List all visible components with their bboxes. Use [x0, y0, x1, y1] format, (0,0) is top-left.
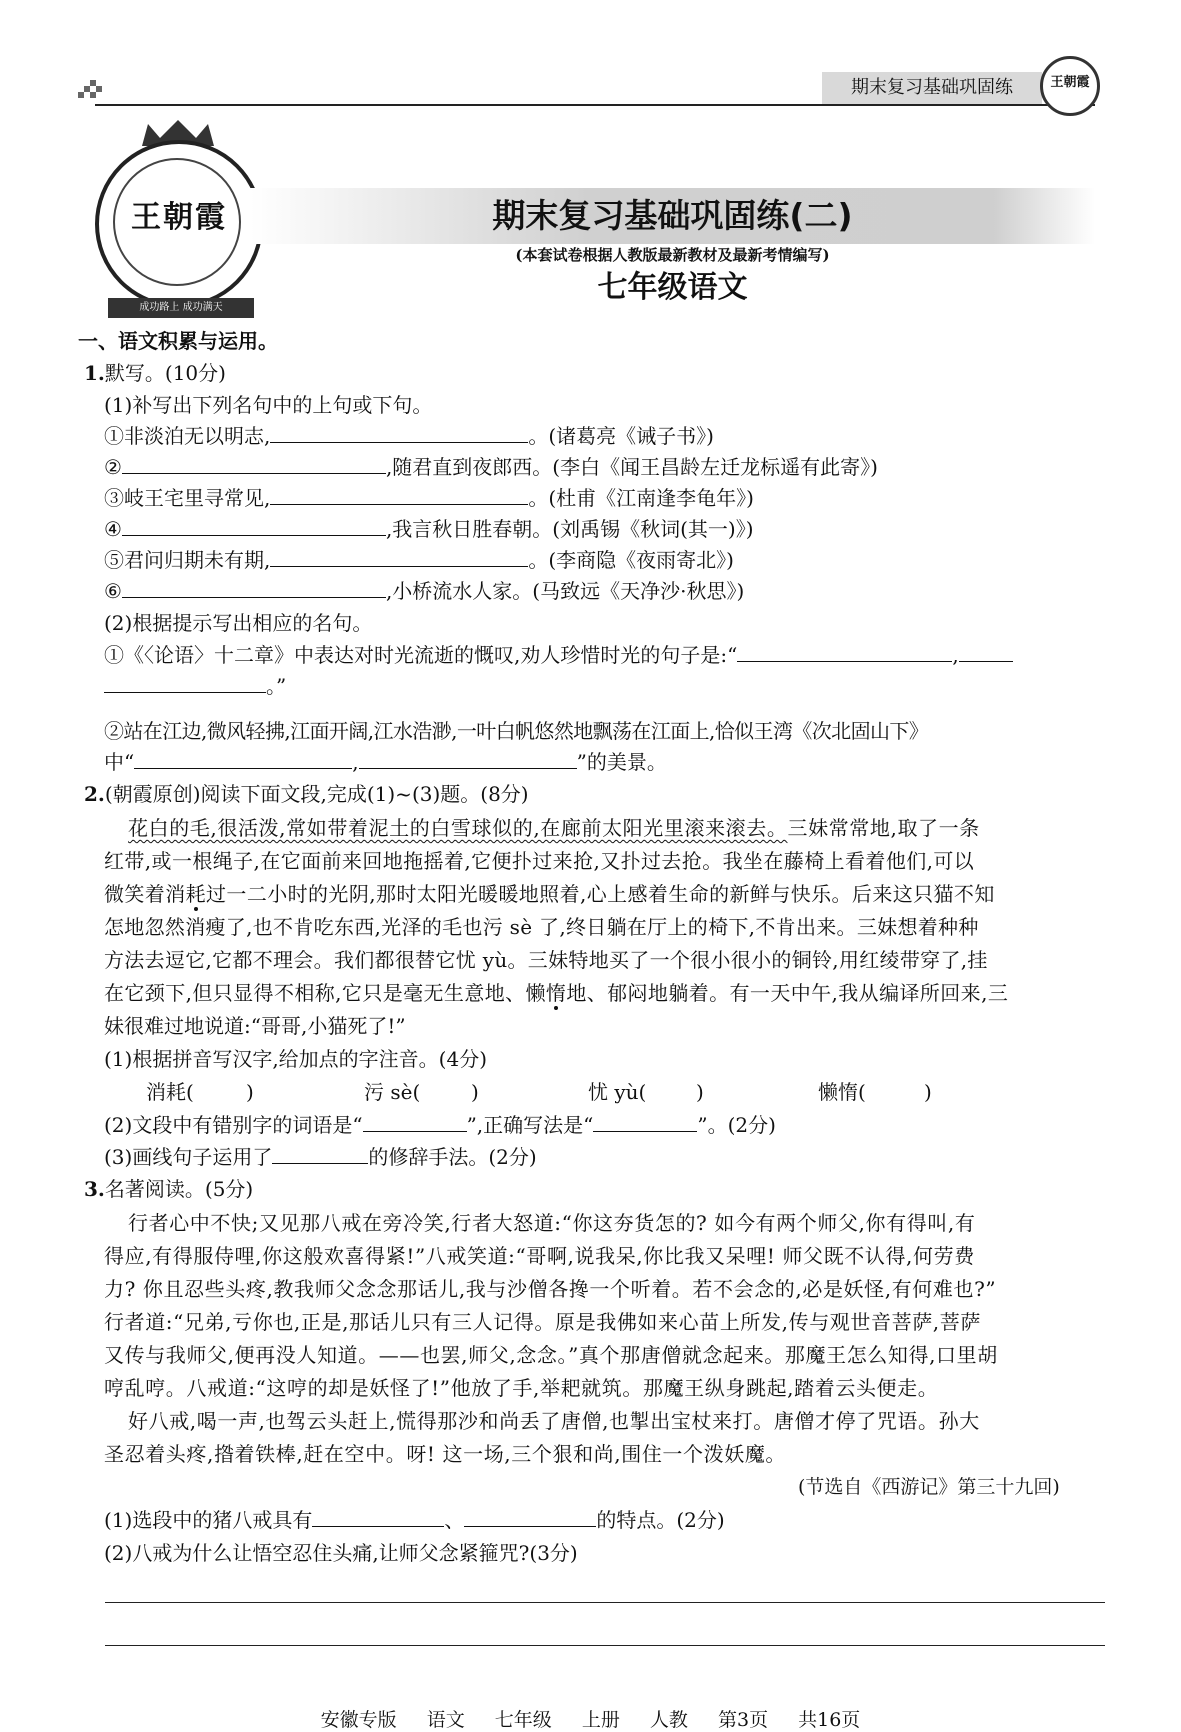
answer-blank[interactable]	[122, 455, 386, 474]
header-rule	[95, 104, 1095, 106]
q3-passage-line-6: 哼乱哼。八戒道:“这哼的却是妖怪了!”他放了手,举耙就筑。那魔王纵身跳起,踏着云头便走。	[104, 1376, 939, 1400]
q2-passage-line-7: 妹很难过地说道:“哥哥,小猫死了!”	[104, 1014, 406, 1038]
q1-item-4: ④ ,我言秋日胜春朝。(刘禹锡《秋词(其一)》)	[104, 517, 754, 541]
answer-blank[interactable]	[312, 1508, 444, 1527]
q3-passage-line-3: 力? 你且忍些头疼,教我师父念念那话儿,我与沙僧各搀一个听着。若不会念的,必是妖怪,有何难也?”	[104, 1277, 997, 1301]
top-tab-label: 期末复习基础巩固练	[822, 72, 1042, 104]
dotted-char: 惰	[545, 981, 567, 1005]
q3-passage-line-4: 行者道:“兄弟,亏你也,正是,那话儿只有三人记得。原是我佛如来心苗上所发,传与观世音菩萨,菩萨	[104, 1310, 981, 1334]
page-subtitle: (本套试卷根据人教版最新教材及最新考情编写)	[515, 246, 830, 264]
q3-title: 3.名著阅读。(5分)	[84, 1177, 254, 1201]
answer-blank[interactable]	[270, 486, 528, 505]
q1-item-5: ⑤君问归期未有期, 。(李商隐《夜雨寄北》)	[104, 548, 734, 572]
answer-blank[interactable]	[359, 750, 577, 769]
q2-passage-line-3: 微笑着消耗过一二小时的光阴,那时太阳光暖暖地照着,心上感着生命的新鲜与快乐。后来这只猫不知	[104, 882, 995, 906]
answer-blank[interactable]	[272, 1145, 368, 1164]
q1-part2-item-2: ②站在江边,微风轻拂,江面开阔,江水浩渺,一叶白帆悠然地飘荡在江面上,恰似王湾《次北固山下》	[104, 719, 929, 743]
answer-blank[interactable]	[959, 643, 1013, 662]
dotted-char: 耗	[185, 882, 207, 906]
q1-part2-item-2-cont: 中“ , ”的美景。	[104, 750, 667, 774]
page-title: 期末复习基础巩固练(二)	[492, 196, 853, 235]
q1-item-2: ② ,随君直到夜郎西。(李白《闻王昌龄左迁龙标遥有此寄》)	[104, 455, 878, 479]
q2-passage-line-2: 红带,或一根绳子,在它面前来回地拖摇着,它便扑过来抢,又扑过去抢。我坐在藤椅上看着他们,可以	[104, 849, 975, 873]
answer-blank[interactable]	[104, 674, 266, 693]
section-heading: 一、语文积累与运用。	[78, 329, 278, 353]
answer-blank[interactable]	[270, 424, 528, 443]
q2-title: 2.(朝霞原创)阅读下面文段,完成(1)~(3)题。(8分)	[84, 782, 529, 806]
q3-passage-line-7: 好八戒,喝一声,也驾云头赶上,慌得那沙和尚丢了唐僧,也掣出宝杖来打。唐僧才停了咒语。孙大	[128, 1409, 980, 1433]
answer-blank[interactable]	[122, 517, 386, 536]
q3-passage-line-8: 圣忍着头疼,揝着铁棒,赶在空中。呀! 这一场,三个狠和尚,围住一个泼妖魔。	[104, 1442, 787, 1466]
q3-passage-line-2: 得应,有得服侍哩,你这般欢喜得紧!”八戒笑道:“哥啊,说我呆,你比我又呆哩! 师父既不认得,何劳费	[104, 1244, 975, 1268]
answer-blank[interactable]	[737, 643, 952, 662]
logo-ribbon: 成功路上 成功满天	[108, 298, 254, 318]
brand-logo	[95, 140, 263, 308]
q3-sub-1: (1)选段中的猪八戒具有 、 的特点。(2分)	[104, 1508, 725, 1532]
corner-squares-decoration	[78, 80, 102, 104]
q2-passage-line-4: 怎地忽然消瘦了,也不肯吃东西,光泽的毛也污 sè 了,终日躺在厅上的椅下,不肯出来。三妹想着种种	[104, 915, 979, 939]
answer-blank[interactable]	[593, 1113, 697, 1132]
q2-passage-line-5: 方法去逗它,它都不理会。我们都很替它忧 yù。三妹特地买了一个很小很小的铜铃,用红绫带穿了,挂	[104, 948, 988, 972]
q1-item-3: ③岐王宅里寻常见, 。(杜甫《江南逢李龟年》)	[104, 486, 754, 510]
q2-sub-2: (2)文段中有错别字的词语是“ ”,正确写法是“ ”。(2分)	[104, 1113, 776, 1137]
q1-title: 1.默写。(10分)	[84, 361, 226, 385]
q2-passage-line-1: 花白的毛,很活泼,常如带着泥土的白雪球似的,在廊前太阳光里滚来滚去。三妹常常地,取了一条	[128, 816, 980, 840]
small-seal-logo: 王朝霞	[1040, 56, 1100, 116]
answer-blank[interactable]	[122, 579, 386, 598]
answer-blank[interactable]	[464, 1508, 596, 1527]
answer-blank[interactable]	[134, 750, 352, 769]
answer-blank[interactable]	[270, 548, 528, 567]
q1-part2-item-1-cont: 。”	[104, 671, 286, 701]
q3-passage-line-5: 又传与我师父,便再没人知道。——也罢,师父,念念。”真个那唐僧就念起来。那魔王怎么知得,口里胡	[104, 1343, 998, 1367]
answer-line[interactable]	[105, 1602, 1105, 1603]
brand-logo-text: 王朝霞	[131, 200, 227, 235]
q1-part2-item-1: ①《〈论语〉十二章》中表达对时光流逝的慨叹,劝人珍惜时光的句子是:“ ,	[104, 640, 1013, 670]
q1-part1: (1)补写出下列名句中的上句或下句。	[104, 393, 433, 417]
q3-passage-line-1: 行者心中不快;又见那八戒在旁冷笑,行者大怒道:“你这夯货怎的? 如今有两个师父,你有得叫,有	[128, 1211, 976, 1235]
q1-item-1: ①非淡泊无以明志, 。(诸葛亮《诫子书》)	[104, 424, 714, 448]
grade-subject: 七年级语文	[597, 270, 748, 305]
underlined-sentence: 花白的毛,很活泼,常如带着泥土的白雪球似的,在廊前太阳光里滚来滚去。	[128, 816, 788, 840]
q1-item-6: ⑥ ,小桥流水人家。(马致远《天净沙·秋思》)	[104, 579, 745, 603]
q3-sub-2: (2)八戒为什么让悟空忍住头痛,让师父念紧箍咒?(3分)	[104, 1541, 578, 1565]
q2-passage-line-6: 在它颈下,但只显得不相称,它只是毫无生意地、懒惰地、郁闷地躺着。有一天中午,我从编译所回来,三	[104, 981, 1009, 1005]
answer-blank[interactable]	[363, 1113, 467, 1132]
q3-source: (节选自《西游记》第三十九回)	[798, 1476, 1060, 1498]
q2-sub-3: (3)画线句子运用了 的修辞手法。(2分)	[104, 1145, 537, 1169]
page-footer: 安徽专版 语文 七年级 上册 人教 第3页 共16页	[320, 1709, 861, 1731]
q2-sub-1: (1)根据拼音写汉字,给加点的字注音。(4分)	[104, 1047, 488, 1071]
q1-part2: (2)根据提示写出相应的名句。	[104, 611, 373, 635]
answer-line[interactable]	[105, 1645, 1105, 1646]
